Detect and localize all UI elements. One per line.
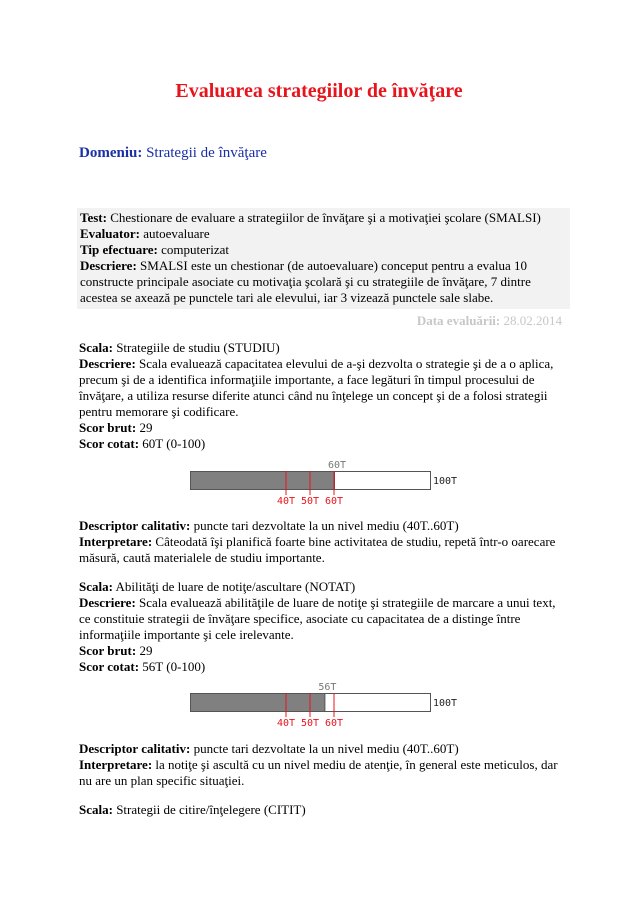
scale-value: Abilităţi de luare de notiţe/ascultare (NOTAT) xyxy=(115,579,356,594)
descriptor-label: Descriptor calitativ: xyxy=(79,518,191,533)
bar-fill xyxy=(191,694,325,712)
scaled-score-value: 56T (0-100) xyxy=(142,659,206,674)
scale-value: Strategiile de studiu (STUDIU) xyxy=(116,340,280,355)
test-label: Test: xyxy=(80,210,107,225)
score-bar-2 xyxy=(190,680,520,740)
descriptor-value: puncte tari dezvoltate la un nivel mediu (40T..60T) xyxy=(193,741,459,756)
bar-tick-label: 60T xyxy=(324,718,344,729)
scale-label: Scala: xyxy=(79,579,113,594)
descriptor-label: Descriptor calitativ: xyxy=(79,741,191,756)
domain-value: Strategii de învăţare xyxy=(146,145,267,161)
scale-description-value: Scala evaluează abilităţile de luare de notiţe şi strategiile de marcare a unui text, ce constituie strategii de învăţare specifice, asociate cu capacitatea de a distinge între informaţiile importante şi cele irelevante. xyxy=(79,595,556,642)
tip-label: Tip efectuare: xyxy=(80,242,158,257)
scaled-score-label: Scor cotat: xyxy=(79,659,140,674)
interpretation-value: la notiţe şi ascultă cu un nivel mediu de atenţie, în general este meticulos, dar nu are un plan specific situaţiei. xyxy=(79,757,558,788)
scale-result-2 xyxy=(79,741,564,789)
score-bar-1 xyxy=(190,458,520,518)
scale-label: Scala: xyxy=(79,340,113,355)
raw-score-label: Scor brut: xyxy=(79,420,137,435)
interpretation-value: Câteodată îşi planifică foarte bine activitatea de studiu, repetă într-o oarecare măsură, caută materialele de studiu importante. xyxy=(79,534,556,565)
test-description-value: SMALSI este un chestionar (de autoevaluare) conceput pentru a evalua 10 constructe principale asociate cu motivaţia şcolară şi cu strategiile de învăţare, 7 dintre acestea se axează pe punctele tari ale elevului, iar 3 vizează punctele sale slabe. xyxy=(80,258,531,305)
scale-description-label: Descriere: xyxy=(79,595,136,610)
raw-score-value: 29 xyxy=(139,420,153,435)
tip-value: computerizat xyxy=(161,242,229,257)
bar-value-label: 56T xyxy=(318,682,337,693)
evaluation-date xyxy=(417,313,562,329)
bar-tick-label: 50T xyxy=(300,496,320,507)
test-value: Chestionare de evaluare a strategiilor de învăţare şi a motivaţiei şcolare (SMALSI) xyxy=(110,210,541,225)
scale-label: Scala: xyxy=(79,802,113,817)
test-info-box xyxy=(77,208,570,309)
scaled-score-label: Scor cotat: xyxy=(79,436,140,451)
scale-block-1 xyxy=(79,340,564,452)
scale-result-1 xyxy=(79,518,564,566)
bar-max-label: 100T xyxy=(433,476,458,487)
date-label: Data evaluării: xyxy=(416,313,501,328)
scaled-score-value: 60T (0-100) xyxy=(142,436,206,451)
evaluator-value: autoevaluare xyxy=(143,226,210,241)
bar-fill xyxy=(191,472,335,490)
bar-tick-label: 50T xyxy=(300,718,320,729)
scale-block-2 xyxy=(79,579,564,675)
test-description-label: Descriere: xyxy=(80,258,137,273)
raw-score-label: Scor brut: xyxy=(79,643,137,658)
bar-max-label: 100T xyxy=(433,698,458,709)
bar-tick-label: 40T xyxy=(276,718,296,729)
descriptor-value: puncte tari dezvoltate la un nivel mediu (40T..60T) xyxy=(193,518,459,533)
bar-tick-label: 40T xyxy=(276,496,296,507)
domain-line xyxy=(79,145,267,162)
scale-block-3 xyxy=(79,802,564,818)
page-title: Evaluarea strategiilor de învăţare xyxy=(175,80,463,102)
score-bar-svg-1 xyxy=(190,458,520,518)
domain-label: Domeniu: xyxy=(79,145,143,161)
scale-description-label: Descriere: xyxy=(79,356,136,371)
scale-description-value: Scala evaluează capacitatea elevului de a-şi dezvolta o strategie şi de a o aplica, precum şi de a identifica informaţiile importante, a face legături în timpul procesului de învăţare, a utiliza resurse diferite atunci când nu înţelege un concept şi de a folosi strategii pentru memorare şi codificare. xyxy=(79,356,554,419)
raw-score-value: 29 xyxy=(139,643,153,658)
bar-tick-label: 60T xyxy=(324,496,344,507)
scale-value: Strategii de citire/înţelegere (CITIT) xyxy=(116,802,306,817)
date-value: 28.02.2014 xyxy=(503,313,562,328)
interpretation-label: Interpretare: xyxy=(79,757,153,772)
evaluator-label: Evaluator: xyxy=(80,226,140,241)
interpretation-label: Interpretare: xyxy=(79,534,153,549)
bar-value-label: 60T xyxy=(327,460,347,471)
score-bar-svg-2 xyxy=(190,680,520,740)
